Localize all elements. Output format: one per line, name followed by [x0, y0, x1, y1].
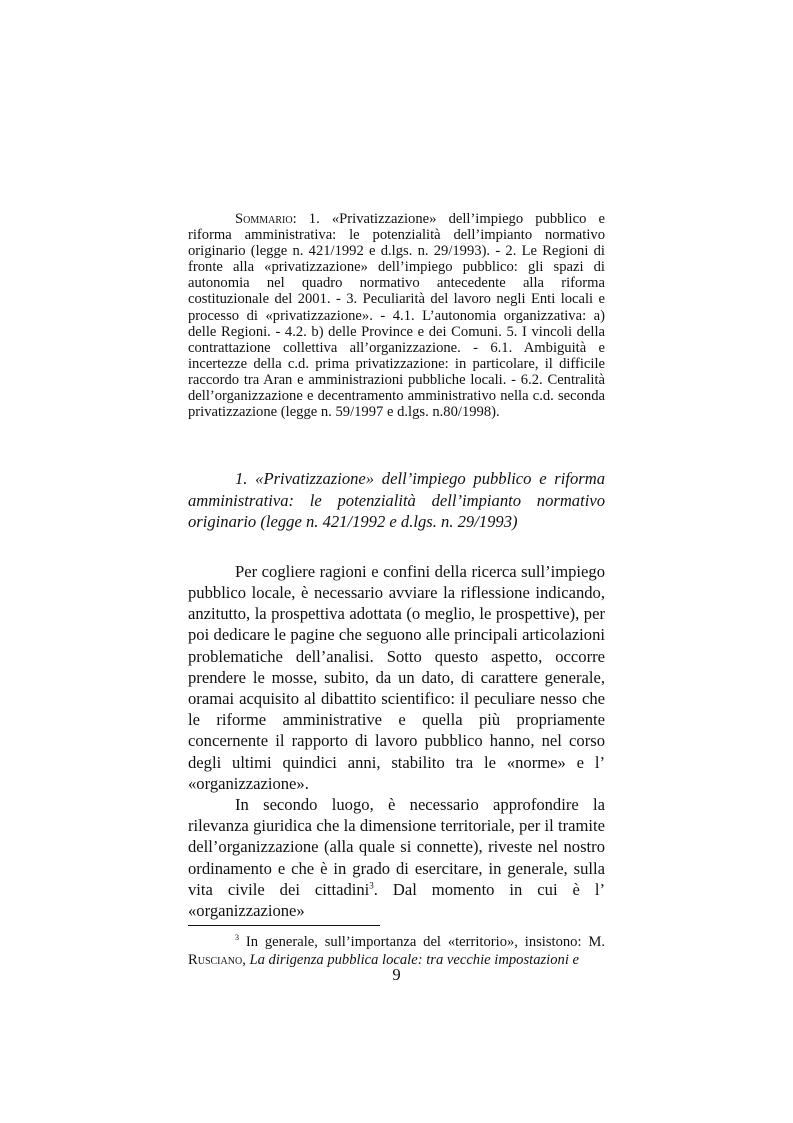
footnote [188, 933, 605, 969]
body-text [188, 561, 605, 921]
section-heading: 1. «Privatizzazione» dell’impiego pubblico e riforma amministrativa: le potenzialità dell’impianto normativo originario (legge n. 421/1992 e d.lgs. n. 29/1993) [188, 469, 605, 532]
paragraph-2-end: . Dal momento in cui è l’ «organizzazione» [188, 879, 605, 920]
footnote-text: In generale, sull’importanza del «territorio», insistono: M. [239, 934, 605, 951]
footnote-reference: 3 [369, 880, 374, 891]
footnote-title: La dirigenza pubblica locale: tra vecchie impostazioni e [249, 952, 580, 969]
summary-text: 1. «Privatizzazione» dell’impiego pubblico e riforma amministrativa: le potenzialità dell’impianto normativo originario (legge n. 421/1992 e d.lgs. n. 29/1993). - 2. Le Regioni di fronte alla «privatizzazione» dell’impiego pubblico: gli spazi di autonomia nel quadro normativo antecedente alla riforma costituzionale del 2001. - 3. Peculiarità del lavoro negli Enti locali e processo di «privatizzazione». - 4.1. L’autonomia organizzativa: a) delle Regioni. - 4.2. b) delle Province e dei Comuni. 5. I vincoli della contrattazione collettiva all’organizzazione. - 6.1. Ambiguità e incertezze della c.d. prima privatizzazione: in particolare, il difficile raccordo tra Aran e amministrazioni pubbliche locali. - 6.2. Centralità dell’organizzazione e decentramento amministrativo nella c.d. seconda privatizzazione (legge n. 59/1997 e d.lgs. n.80/1998). [188, 211, 605, 421]
summary-label: Sommario: [235, 211, 297, 227]
footnote-author: Rusciano [188, 952, 243, 969]
paragraph-2-start: In secondo luogo, è necessario approfondire la rilevanza giuridica che la dimensione territoriale, per il tramite dell’organizzazione (alla quale si connette), riveste nel nostro ordinamento e che è in grado di esercitare, in generale, sulla vita civile dei cittadini [188, 794, 605, 899]
summary [188, 211, 605, 420]
paragraph-1: Per cogliere ragioni e confini della ricerca sull’impiego pubblico locale, è necessario avviare la riflessione indicando, anzitutto, la prospettiva adottata (o meglio, le prospettive), per poi dedicare le pagine che seguono alle principali articolazioni problematiche dell’analisi. Sotto questo aspetto, occorre prendere le mosse, subito, da un dato, di carattere generale, oramai acquisito al dibattito scientifico: il peculiare nesso che le riforme amministrative e quella più propriamente concernente il rapporto di lavoro pubblico hanno, nel corso degli ultimi quindici anni, stabilito tra le «norme» e l’ «organizzazione». [188, 561, 605, 793]
page-content [188, 211, 605, 984]
paragraph-2 [188, 794, 605, 921]
footnote-number: 3 [235, 933, 239, 943]
footnote-divider [188, 925, 380, 926]
footnote-separator: , [242, 952, 250, 969]
page-number: 9 [392, 965, 401, 984]
